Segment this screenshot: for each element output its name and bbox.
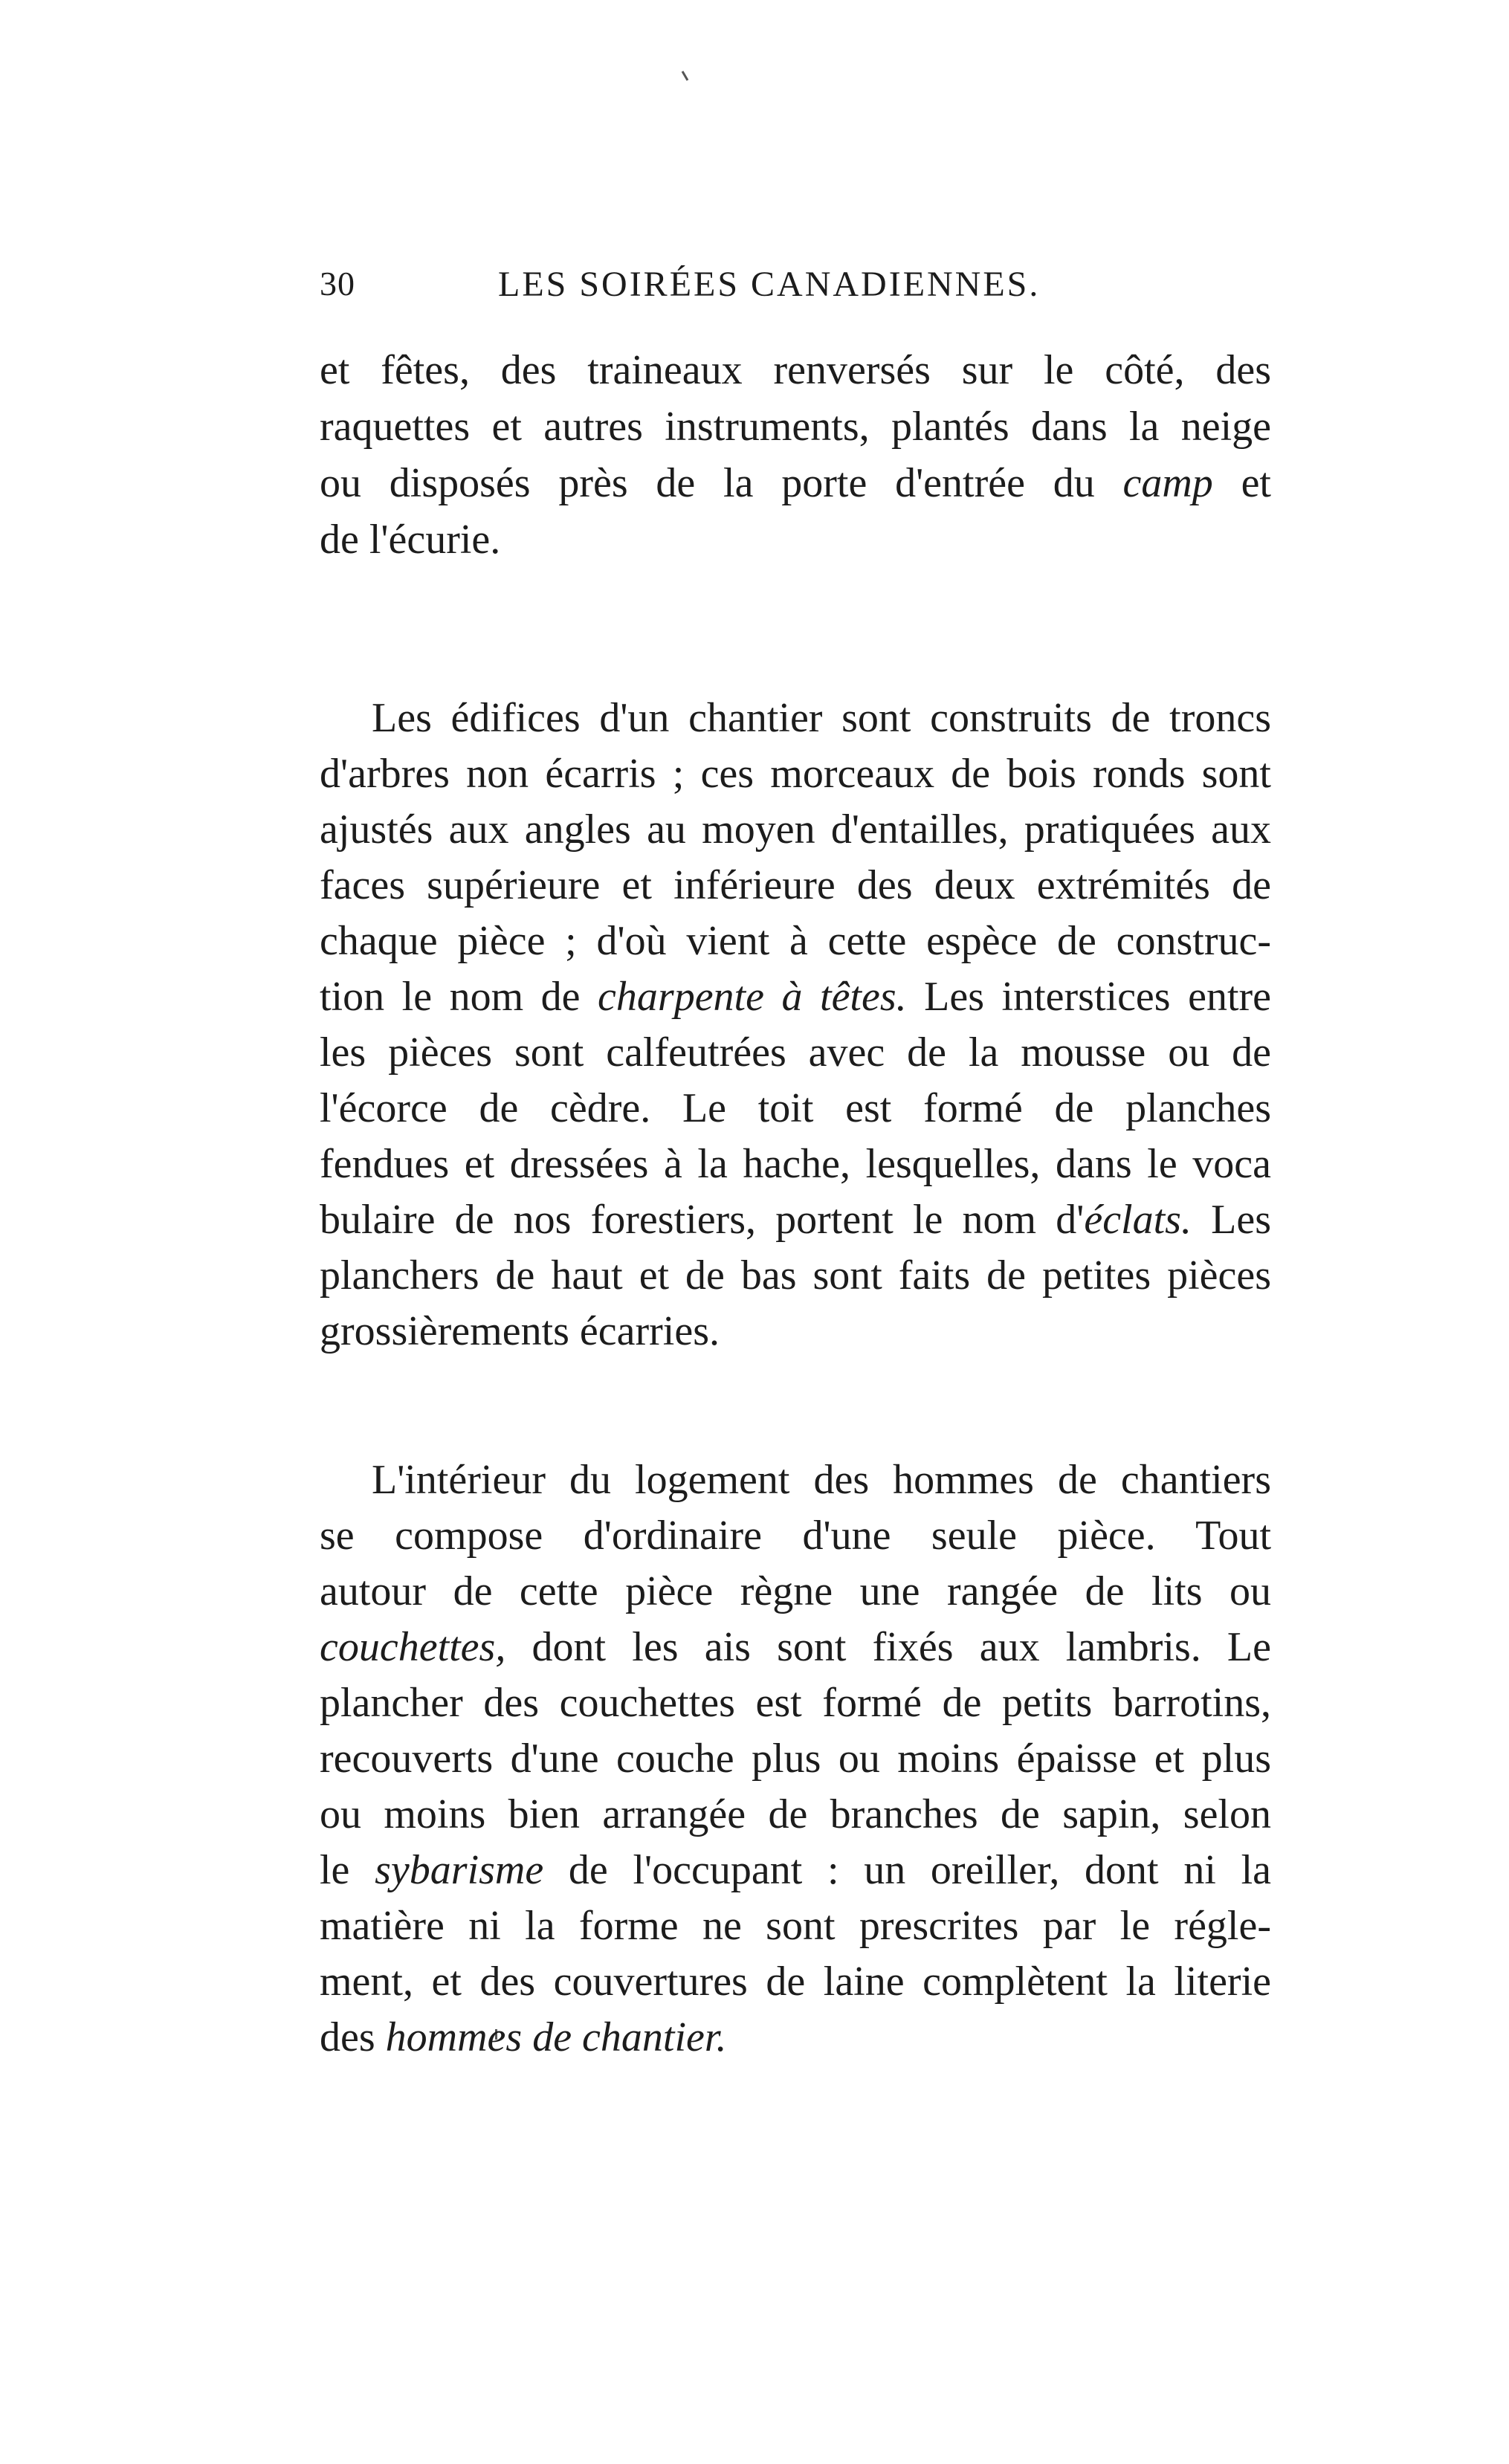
ink-speck	[682, 71, 689, 81]
text-line: de l'écurie.	[320, 517, 501, 563]
italic-term: hommes de chantier.	[385, 2014, 727, 2060]
italic-term: charpente à têtes.	[598, 974, 907, 1020]
text-line: tion le nom de charpente à têtes. Les interstices entre	[320, 974, 1272, 1020]
text-line: l'écorce de cèdre. Le toit est formé de planches	[320, 1085, 1271, 1131]
text-line: recouverts d'une couche plus ou moins épaisse et plus	[320, 1736, 1271, 1782]
text-line: Les édifices d'un chantier sont construits de troncs	[372, 695, 1271, 741]
italic-term: couchettes,	[320, 1624, 506, 1670]
text-line: grossièrements écarries.	[320, 1308, 720, 1354]
text-line: d'arbres non écarris ; ces morceaux de bois ronds sont	[320, 751, 1271, 797]
text-line: matière ni la forme ne sont prescrites par le régle-	[320, 1903, 1271, 1949]
text-line: se compose d'ordinaire d'une seule pièce. Tout	[320, 1513, 1271, 1559]
italic-term: sybarisme	[375, 1847, 544, 1893]
text-line: ou disposés près de la porte d'entrée du camp et	[320, 460, 1271, 506]
text-line: les pièces sont calfeutrées avec de la mousse ou de	[320, 1029, 1271, 1076]
text-line: bulaire de nos forestiers, portent le nom d'éclats. Les	[320, 1197, 1271, 1243]
text-line: ajustés aux angles au moyen d'entailles, pratiquées aux	[320, 806, 1271, 853]
text-line: ment, et des couvertures de laine complètent la literie	[320, 1959, 1271, 2005]
text-line: faces supérieure et inférieure des deux extrémités de	[320, 862, 1271, 908]
text-line: des hommes de chantier.	[320, 2014, 727, 2060]
running-title: LES SOIRÉES CANADIENNES.	[498, 265, 1041, 304]
text-line: raquettes et autres instruments, plantés dans la neige	[320, 404, 1271, 450]
text-line: autour de cette pièce règne une rangée de lits ou	[320, 1568, 1271, 1614]
text-line: le sybarisme de l'occupant : un oreiller, dont ni la	[320, 1847, 1271, 1893]
text-line: chaque pièce ; d'où vient à cette espèce de construc-	[320, 918, 1271, 964]
italic-term: éclats.	[1084, 1197, 1192, 1243]
text-line: L'intérieur du logement des hommes de chantiers	[372, 1457, 1271, 1503]
italic-term: camp	[1122, 460, 1213, 506]
text-line: couchettes, dont les ais sont fixés aux lambris. Le	[320, 1624, 1271, 1670]
text-line: planchers de haut et de bas sont faits de petites pièces	[320, 1252, 1271, 1299]
page-header	[320, 264, 1271, 316]
text-line: ou moins bien arrangée de branches de sapin, selon	[320, 1791, 1271, 1837]
text-line: et fêtes, des traineaux renversés sur le côté, des	[320, 347, 1271, 393]
text-line: fendues et dressées à la hache, lesquelles, dans le voca	[320, 1141, 1271, 1187]
text-line: plancher des couchettes est formé de petits barrotins,	[320, 1680, 1271, 1726]
page-number: 30	[320, 265, 355, 303]
